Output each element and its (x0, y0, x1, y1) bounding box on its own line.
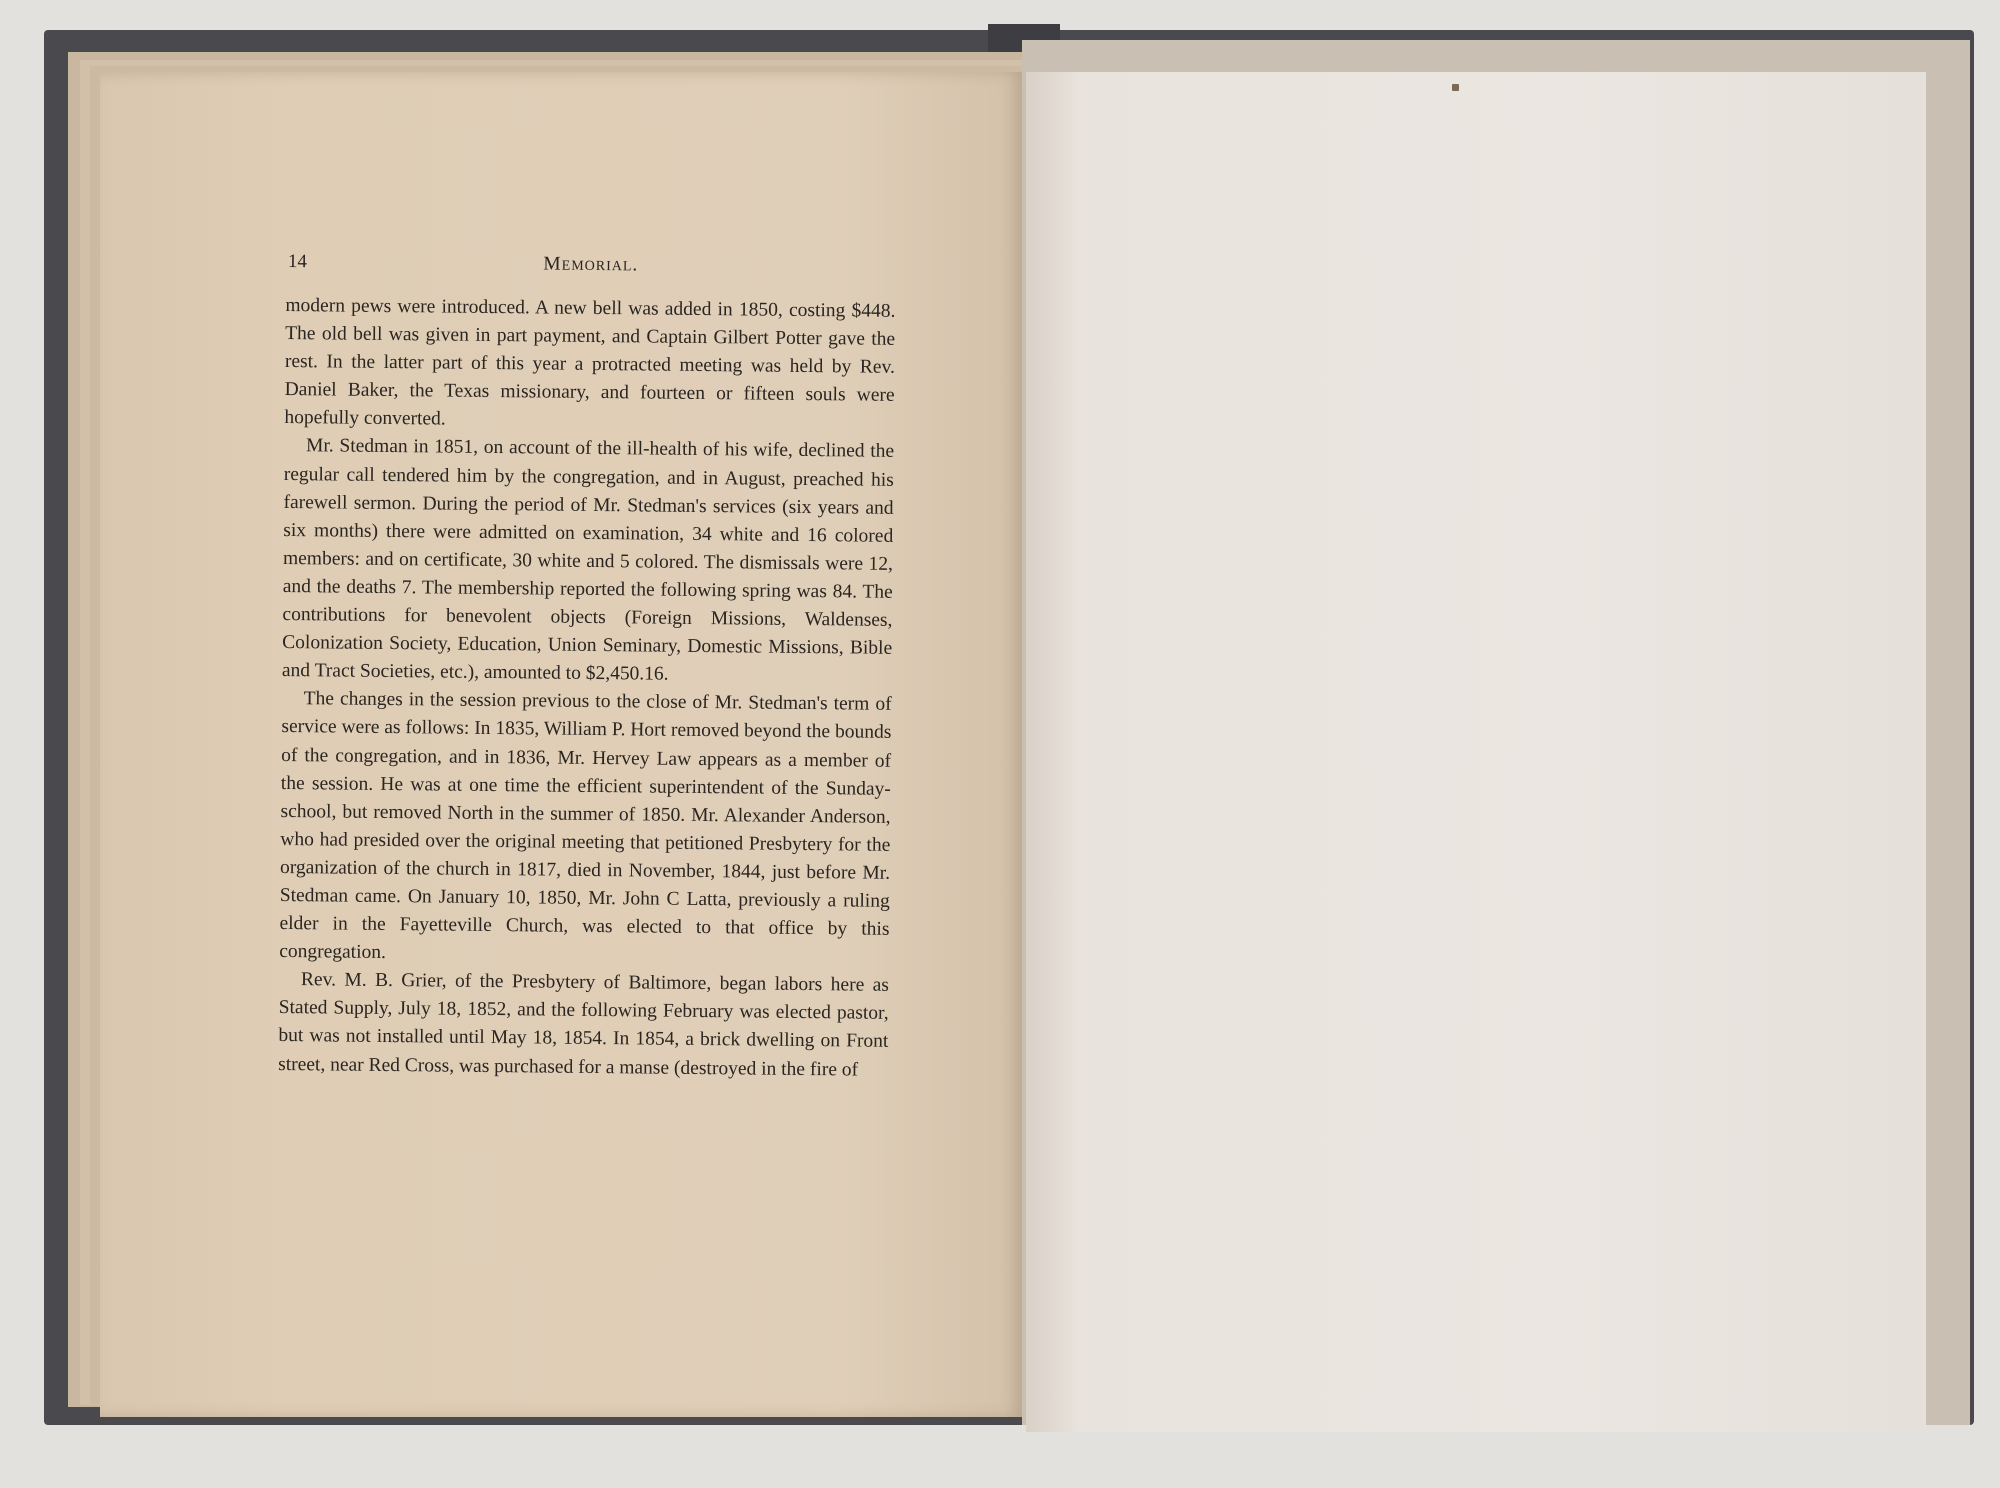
page-mark (1452, 84, 1459, 91)
running-title: Memorial. (543, 253, 639, 276)
page-text-block (278, 248, 896, 1084)
paragraph: modern pews were introduced. A new bell was added in 1850, costing $448. The old bell was given in part payment, and Captain Gilbert Potter gave the rest. In the latter part of this year a protracted meeting was held by Rev. Daniel Baker, the Texas missionary, and fourteen or fifteen souls were hopefully converted. (284, 294, 896, 430)
running-head (286, 248, 896, 298)
page-number: 14 (287, 251, 307, 273)
right-page-blank (1026, 72, 1926, 1432)
paragraph: The changes in the session previous to the close of Mr. Stedman's term of service were as follows: In 1835, William P. Hort removed beyond the bounds of the congregation, and in 1836, Mr. Hervey Law appears as a member of the session. He was at one time the efficient superintendent of the Sunday-school, but removed North in the summer of 1850. Mr. Alexander Anderson, who had presided over the original meeting that petitioned Presbytery for the organization of the church in 1817, died in November, 1844, just before Mr. Stedman came. On January 10, 1850, Mr. John C Latta, previously a ruling elder in the Fayetteville Church, was elected to that office by this congregation. (279, 688, 892, 964)
paragraph: Rev. M. B. Grier, of the Presbytery of Baltimore, began labors here as Stated Supply, July 18, 1852, and the following February was elected pastor, but was not installed until May 18, 1854. In 1854, a brick dwelling on Front street, near Red Cross, was purchased for a manse (destroyed in the fire of (278, 969, 890, 1081)
paragraph: Mr. Stedman in 1851, on account of the ill-health of his wife, declined the regular call tendered him by the congregation, and in August, preached his farewell sermon. During the period of Mr. Stedman's services (six years and six months) there were admitted on examination, 34 white and 16 colored members: and on certificate, 30 white and 5 colored. The dismissals were 12, and the deaths 7. The membership reported the following spring was 84. The contributions for benevolent objects (Foreign Missions, Waldenses, Colonization Society, Education, Union Seminary, Domestic Missions, Bible and Tract Societies, etc.), amounted to $2,450.16. (281, 435, 895, 685)
